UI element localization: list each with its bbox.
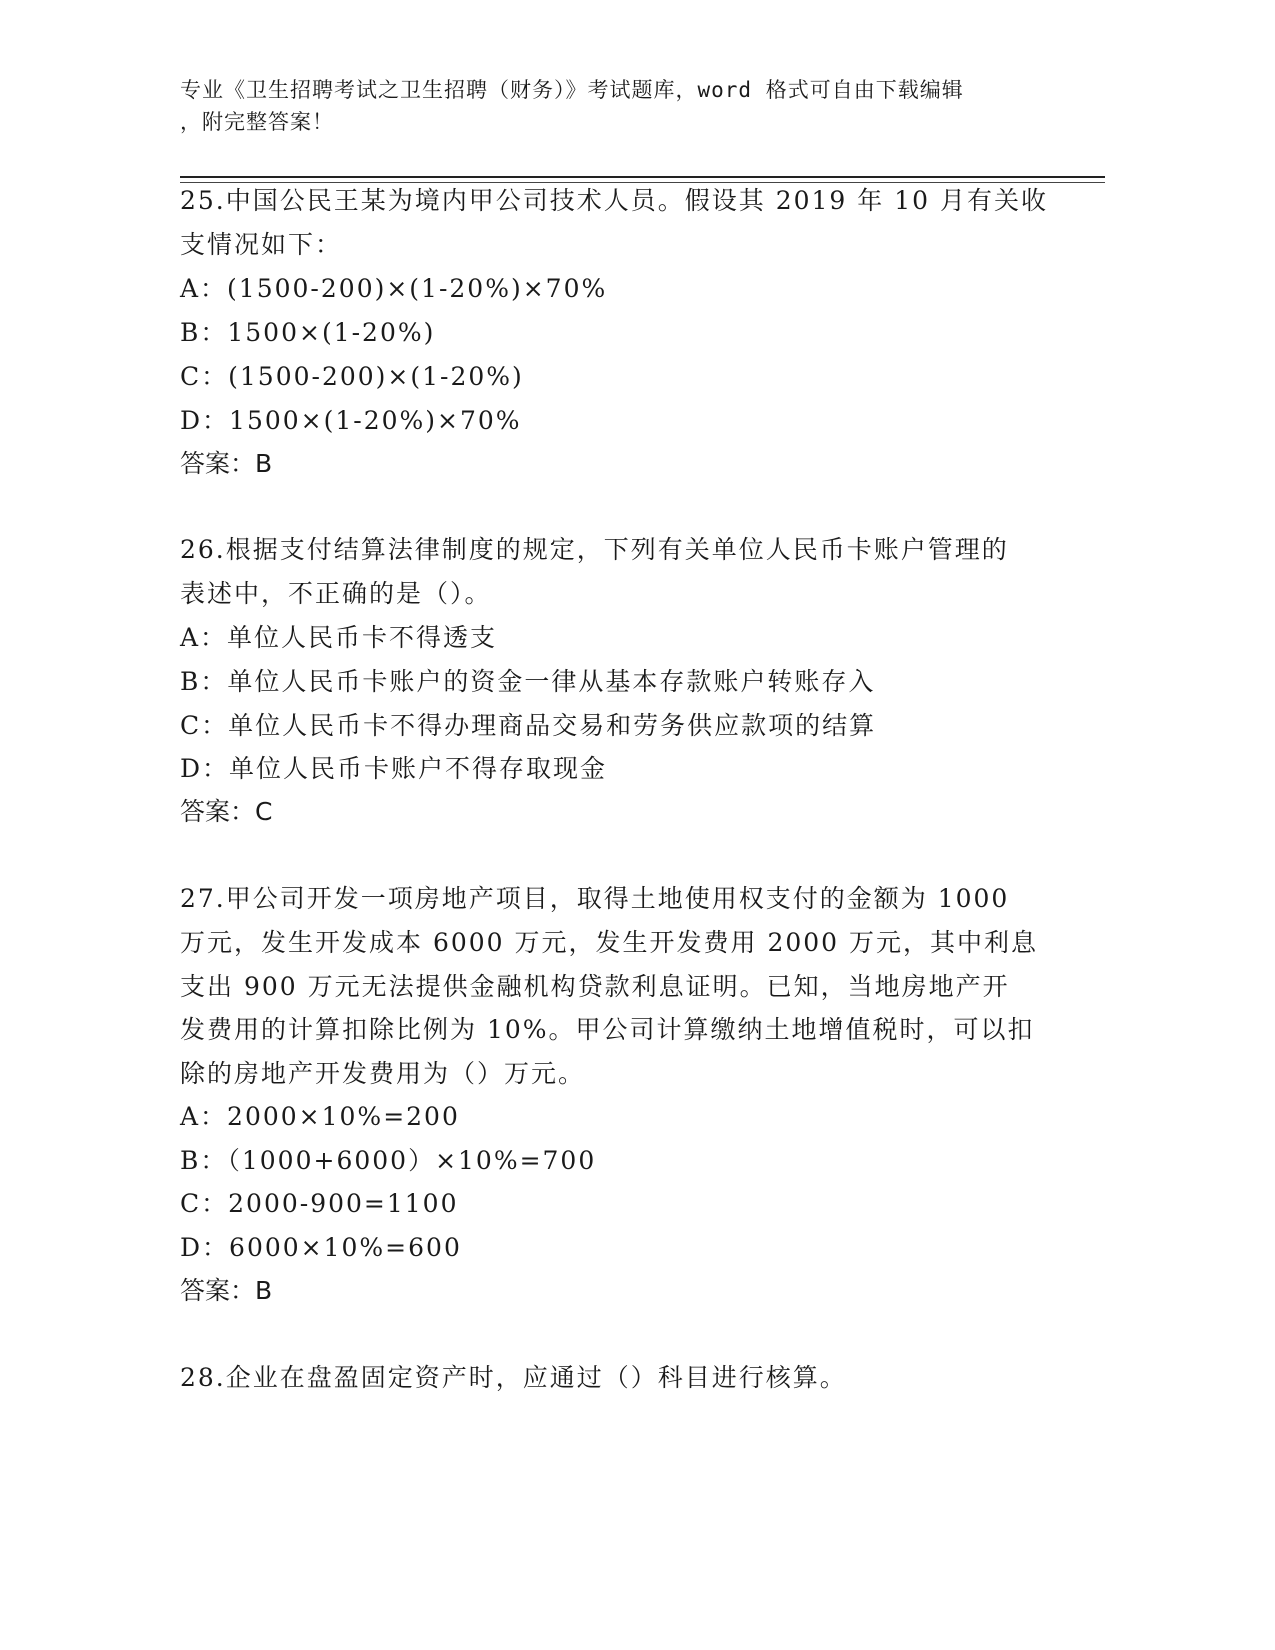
question-27-stem-line-5: 除的房地产开发费用为（）万元。 <box>180 1059 586 1088</box>
question-27-stem-line-4: 发费用的计算扣除比例为 10%。甲公司计算缴纳土地增值税时，可以扣 <box>180 1015 1035 1044</box>
question-27-answer: 答案：B <box>180 1276 273 1305</box>
question-25-option-c: C：(1500-200)×(1-20%) <box>180 362 524 391</box>
header-divider-thick <box>180 176 1105 178</box>
question-26-option-b: B：单位人民币卡账户的资金一律从基本存款账户转账存入 <box>180 667 876 696</box>
header-line-1: 专业《卫生招聘考试之卫生招聘（财务）》考试题库，word 格式可自由下载编辑 <box>180 78 964 102</box>
question-26-stem-line-2: 表述中，不正确的是（）。 <box>180 579 492 608</box>
question-26-option-c: C：单位人民币卡不得办理商品交易和劳务供应款项的结算 <box>180 711 877 740</box>
question-26-option-d: D：单位人民币卡账户不得存取现金 <box>180 754 608 783</box>
header-line-2: ，附完整答案！ <box>180 110 334 134</box>
header-divider-thin <box>180 182 1105 183</box>
question-25-stem-line-2: 支情况如下： <box>180 230 343 259</box>
question-26-answer: 答案：C <box>180 797 273 826</box>
question-25-option-a: A：(1500-200)×(1-20%)×70% <box>180 274 608 303</box>
question-27-option-b: B：（1000+6000）×10%=700 <box>180 1146 597 1175</box>
question-25-option-b: B：1500×(1-20%) <box>180 318 436 347</box>
question-27-option-d: D：6000×10%=600 <box>180 1233 462 1262</box>
question-25-answer: 答案：B <box>180 449 273 478</box>
question-28-stem-line-1: 28.企业在盘盈固定资产时，应通过（）科目进行核算。 <box>180 1363 847 1392</box>
question-27-stem-line-3: 支出 900 万元无法提供金融机构贷款利息证明。已知，当地房地产开 <box>180 972 1010 1001</box>
question-26-option-a: A：单位人民币卡不得透支 <box>180 623 498 652</box>
question-27-stem-line-2: 万元，发生开发成本 6000 万元，发生开发费用 2000 万元，其中利息 <box>180 928 1039 957</box>
question-25-option-d: D：1500×(1-20%)×70% <box>180 406 522 435</box>
document-header <box>180 74 1060 138</box>
question-26-stem-line-1: 26.根据支付结算法律制度的规定，下列有关单位人民币卡账户管理的 <box>180 535 1009 564</box>
question-27-option-c: C：2000-900=1100 <box>180 1189 459 1218</box>
question-25-stem-line-1: 25.中国公民王某为境内甲公司技术人员。假设其 2019 年 10 月有关收 <box>180 186 1048 215</box>
question-27-stem-line-1: 27.甲公司开发一项房地产项目，取得土地使用权支付的金额为 1000 <box>180 884 1010 913</box>
question-27-option-a: A：2000×10%=200 <box>180 1102 460 1131</box>
